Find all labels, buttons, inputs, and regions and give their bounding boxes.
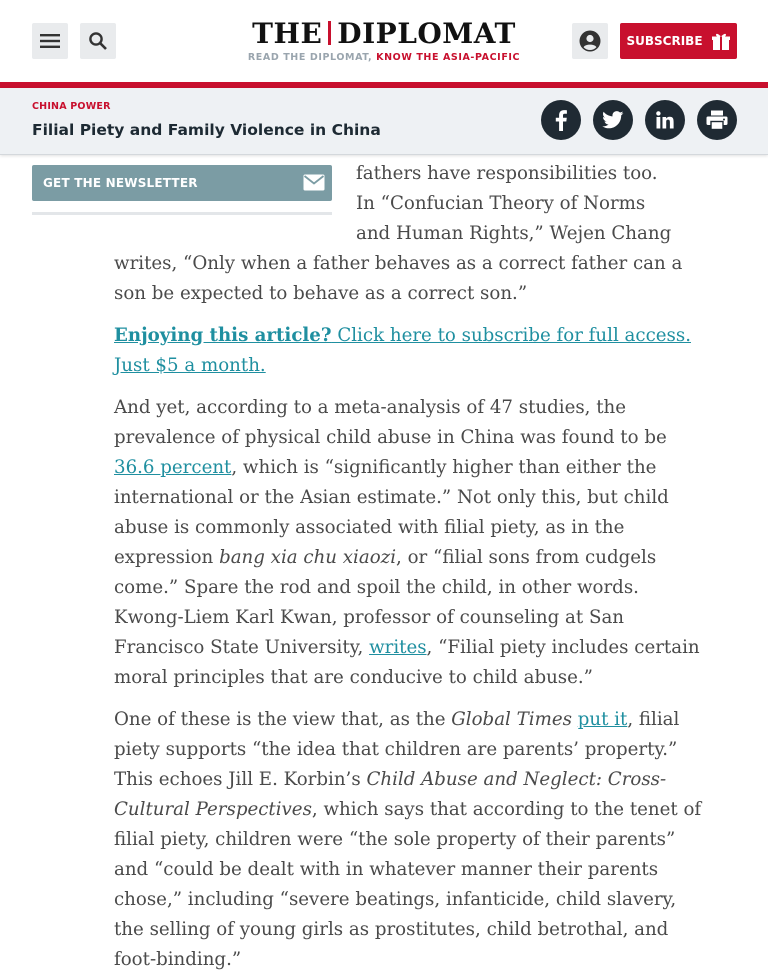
text-segment: expression — [114, 547, 220, 568]
print-icon — [706, 110, 728, 130]
italic-phrase: Child Abuse and Neglect: Cross- — [366, 769, 667, 790]
text-line: international or the Asian estimate.” Not only this, but child — [114, 487, 669, 508]
text-segment: This echoes Jill E. Korbin’s — [114, 769, 367, 790]
paragraph-1-wrapped — [356, 159, 671, 249]
linkedin-icon — [656, 111, 674, 129]
text-segment: One of these is the view that, as the — [114, 709, 452, 730]
text-line: piety supports “the idea that children are parents’ property.” — [114, 739, 678, 760]
text-line: moral principles that are conducive to child abuse.” — [114, 667, 593, 688]
menu-icon — [40, 33, 60, 49]
subscribe-button[interactable] — [620, 23, 737, 59]
text-line: chose,” including “severe beatings, infanticide, child slavery, — [114, 889, 677, 910]
percent-link[interactable]: 36.6 percent — [114, 457, 232, 478]
text-segment: , or “filial sons from cudgels — [396, 547, 657, 568]
share-linkedin-button[interactable] — [645, 100, 685, 140]
text-line: and Human Rights,” Wejen Chang — [356, 223, 672, 244]
paragraph-2 — [114, 393, 700, 693]
text-segment: Francisco State University, — [114, 637, 370, 658]
promo-bold: Enjoying this article? — [114, 325, 332, 346]
print-button[interactable] — [697, 100, 737, 140]
article-title: Filial Piety and Family Violence in China — [32, 121, 381, 139]
text-line: Kwong-Liem Karl Kwan, professor of counseling at San — [114, 607, 625, 628]
text-line: writes, “Only when a father behaves as a correct father can a — [114, 253, 683, 274]
put-it-link[interactable]: put it — [577, 709, 628, 730]
share-twitter-button[interactable] — [593, 100, 633, 140]
site-logo[interactable] — [240, 18, 528, 63]
text-line: son be expected to behave as a correct son.” — [114, 283, 528, 304]
subscribe-promo-link[interactable] — [114, 325, 691, 346]
article-sticky-bar — [0, 88, 768, 155]
search-button[interactable] — [80, 23, 116, 59]
text-line: abuse is commonly associated with filial piety, as in the — [114, 517, 625, 538]
promo-rest: Click here to subscribe for full access. — [331, 325, 691, 346]
text-line: foot-binding.” — [114, 949, 242, 970]
italic-phrase: Global Times — [451, 709, 572, 730]
facebook-icon — [554, 109, 568, 131]
twitter-icon — [602, 111, 624, 129]
mail-icon — [303, 174, 325, 191]
italic-phrase: Cultural Perspectives — [114, 799, 312, 820]
text-line: fathers have responsibilities too. — [356, 163, 658, 184]
subscribe-price-link[interactable]: Just $5 a month. — [114, 355, 266, 376]
newsletter-button[interactable] — [32, 165, 332, 201]
writes-link[interactable]: writes — [369, 637, 427, 658]
text-segment: , “Filial piety includes certain — [426, 637, 700, 658]
text-segment: , which says that according to the tenet of — [311, 799, 702, 820]
text-line: the selling of young girls as prostitutes, child betrothal, and — [114, 919, 669, 940]
subscribe-label: SUBSCRIBE — [626, 34, 703, 48]
logo-tagline: READ THE DIPLOMAT, KNOW THE ASIA-PACIFIC — [247, 52, 521, 63]
newsletter-label: GET THE NEWSLETTER — [43, 176, 198, 190]
account-icon — [579, 30, 601, 52]
text-segment: , filial — [627, 709, 680, 730]
menu-button[interactable] — [32, 23, 68, 59]
text-line: and “could be dealt with in whatever manner their parents — [114, 859, 659, 880]
paragraph-3 — [114, 705, 701, 975]
text-line: filial piety, children were “the sole property of their parents” — [114, 829, 676, 850]
text-segment: , which is “significantly higher than either the — [231, 457, 657, 478]
text-line: prevalence of physical child abuse in China was found to be — [114, 427, 667, 448]
search-icon — [88, 31, 108, 51]
text-line: And yet, according to a meta-analysis of 47 studies, the — [114, 397, 627, 418]
account-button[interactable] — [572, 23, 608, 59]
share-facebook-button[interactable] — [541, 100, 581, 140]
text-line: In “Confucian Theory of Norms — [356, 193, 646, 214]
subscribe-promo — [114, 321, 691, 381]
site-header — [0, 0, 768, 82]
text-line: come.” Spare the rod and spoil the child, in other words. — [114, 577, 639, 598]
logo-wordmark: THE DIPLOMAT — [252, 17, 516, 50]
gift-icon — [711, 31, 731, 51]
sidebar-divider — [32, 212, 332, 215]
section-label[interactable]: CHINA POWER — [32, 101, 111, 112]
paragraph-1-full — [114, 249, 682, 309]
italic-phrase: bang xia chu xiaozi — [219, 547, 397, 568]
